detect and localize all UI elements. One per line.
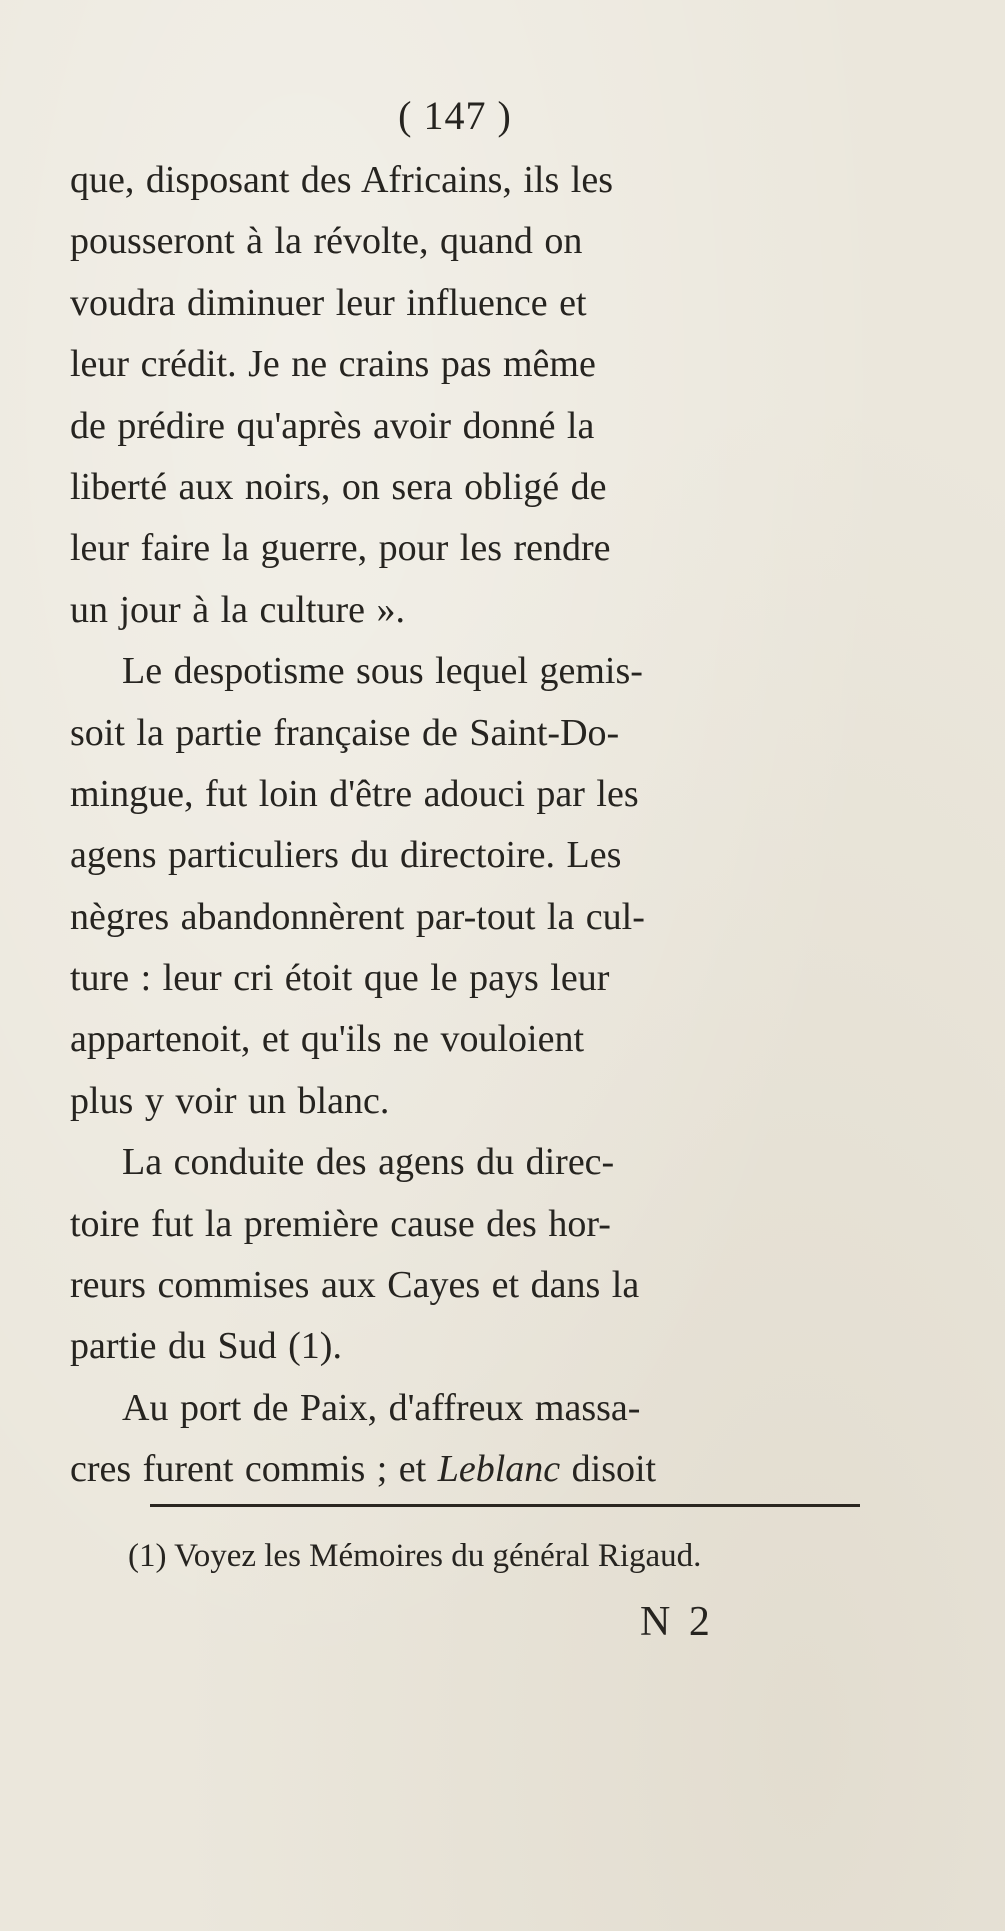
body-text (70, 150, 860, 1501)
signature-mark: N 2 (640, 1599, 714, 1645)
paragraph-start-line: Le despotisme sous lequel gemis- (122, 650, 643, 693)
paragraph-start-line: La conduite des agens du direc- (122, 1141, 615, 1184)
text-line: toire fut la première cause des hor- (70, 1202, 611, 1245)
text-line: de prédire qu'après avoir donné la (70, 404, 595, 447)
text-line: plus y voir un blanc. (70, 1079, 390, 1122)
page-number: ( 147 ) (398, 93, 512, 138)
text-line: un jour à la culture ». (70, 588, 406, 631)
text-line: pousseront à la révolte, quand on (70, 220, 583, 263)
text-line: partie du Sud (1). (70, 1325, 342, 1368)
text-line: soit la partie française de Saint-Do- (70, 711, 620, 754)
text-line: mingue, fut loin d'être adouci par les (70, 772, 639, 815)
text-line: reurs commises aux Cayes et dans la (70, 1264, 640, 1307)
italic-name: Leblanc (437, 1448, 561, 1491)
last-text-line (70, 1439, 860, 1500)
last-line-start: cres furent commis ; et (70, 1448, 438, 1491)
text-line: que, disposant des Africains, ils les (70, 159, 613, 201)
footnote: (1) Voyez les Mémoires du général Rigaud. (128, 1538, 702, 1574)
text-line: agens particuliers du directoire. Les (70, 834, 622, 877)
text-line: leur faire la guerre, pour les rendre (70, 527, 611, 570)
text-line: liberté aux noirs, on sera obligé de (70, 465, 607, 508)
text-line: voudra diminuer leur influence et (70, 281, 587, 324)
last-line-end: disoit (560, 1448, 657, 1491)
footnote-rule (150, 1504, 860, 1507)
text-line: nègres abandonnèrent par-tout la cul- (70, 895, 645, 938)
text-line: ture : leur cri étoit que le pays leur (70, 957, 610, 1000)
text-line: appartenoit, et qu'ils ne vouloient (70, 1018, 585, 1061)
text-line: leur crédit. Je ne crains pas même (70, 343, 596, 386)
paragraph-start-line: Au port de Paix, d'affreux massa- (122, 1386, 641, 1429)
